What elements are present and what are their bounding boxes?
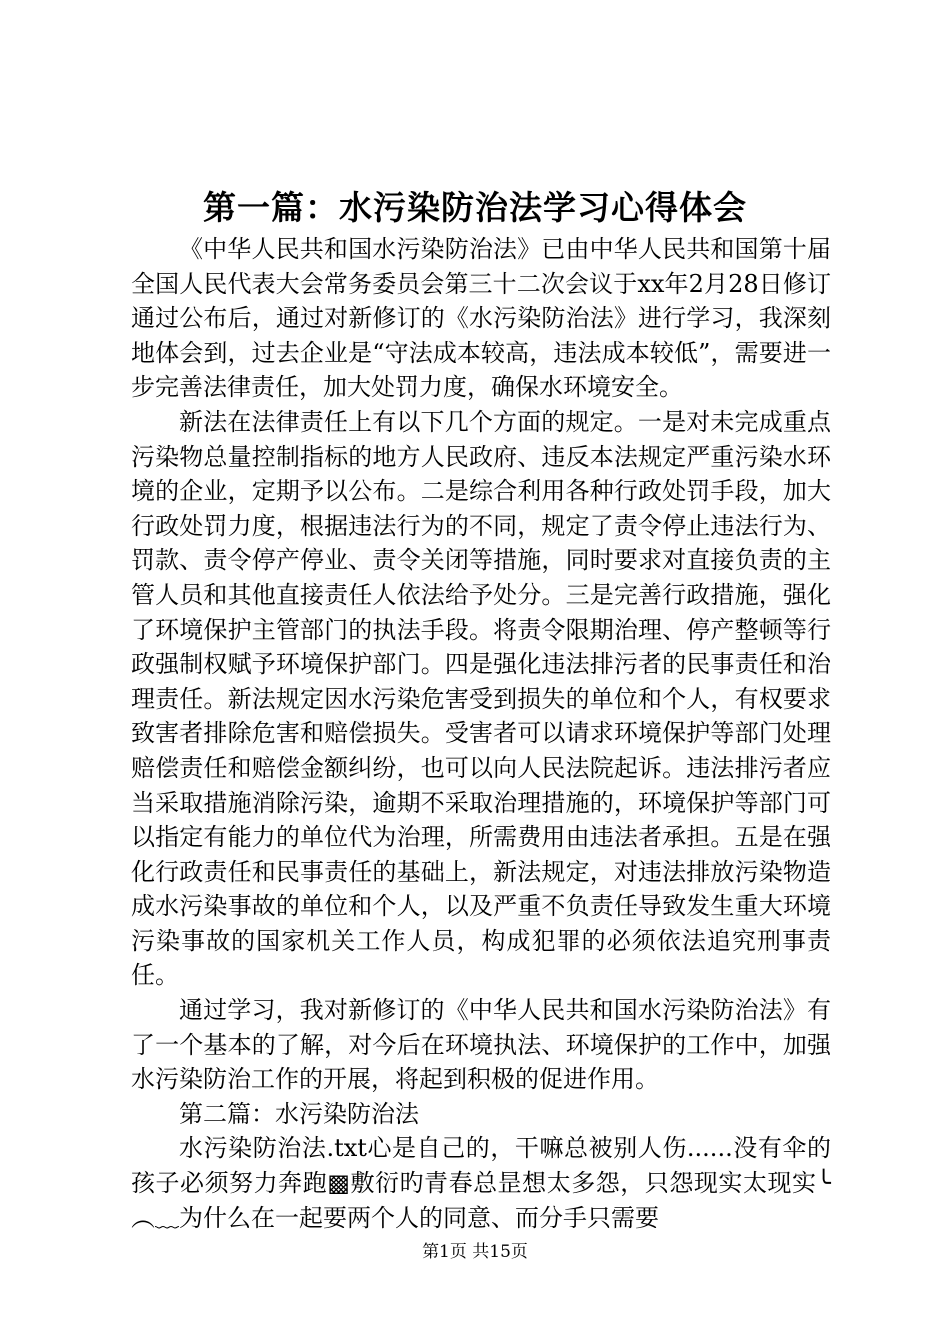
- paragraph-5: 水污染防治法.txt心是自己的，干嘛总被别人伤......没有伞的孩子必须努力奔跑▩敷衍旳青春总昰想太多怨，只怨现实太现实╰︵﹏为什么在一起要两个人的同意、而分手只需要: [131, 1134, 831, 1232]
- document-body: [131, 232, 831, 1235]
- section-heading-2: 第二篇：水污染防治法: [179, 1099, 419, 1128]
- paragraph-3: 通过学习，我对新修订的《中华人民共和国水污染防治法》有了一个基本的了解，对今后在环境执法、环境保护的工作中，加强水污染防治工作的开展，将起到积极的促进作用。: [131, 996, 831, 1094]
- paragraph-2: 新法在法律责任上有以下几个方面的规定。一是对未完成重点污染物总量控制指标的地方人民政府、违反本法规定严重污染水环境的企业，定期予以公布。二是综合利用各种行政处罚手段，加大行政处罚力度，根据违法行为的不同，规定了责令停止违法行为、罚款、责令停产停业、责令关闭等措施，同时要求对直接负责的主管人员和其他直接责任人依法给予处分。三是完善行政措施，强化了环境保护主管部门的执法手段。将责令限期治理、停产整顿等行政强制权赋予环境保护部门。四是强化违法排污者的民事责任和治理责任。新法规定因水污染危害受到损失的单位和个人，有权要求致害者排除危害和赔偿损失。受害者可以请求环境保护等部门处理赔偿责任和赔偿金额纠纷，也可以向人民法院起诉。违法排污者应当采取措施消除污染，逾期不采取治理措施的，环境保护等部门可以指定有能力的单位代为治理，所需费用由违法者承担。五是在强化行政责任和民事责任的基础上，新法规定，对违法排放污染物造成水污染事故的单位和个人，以及严重不负责任导致发生重大环境污染事故的国家机关工作人员，构成犯罪的必须依法追究刑事责任。: [131, 407, 831, 990]
- document-title: 第一篇：水污染防治法学习心得体会: [203, 188, 747, 227]
- paragraph-1: 《中华人民共和国水污染防治法》已由中华人民共和国第十届全国人民代表大会常务委员会第三十二次会议于xx年2月28日修订通过公布后，通过对新修订的《水污染防治法》进行学习，我深刻地体会到，过去企业是“守法成本较高，违法成本较低”，需要进一步完善法律责任，加大处罚力度，确保水环境安全。: [131, 235, 831, 402]
- page-footer: 第1页 共15页: [422, 1242, 528, 1262]
